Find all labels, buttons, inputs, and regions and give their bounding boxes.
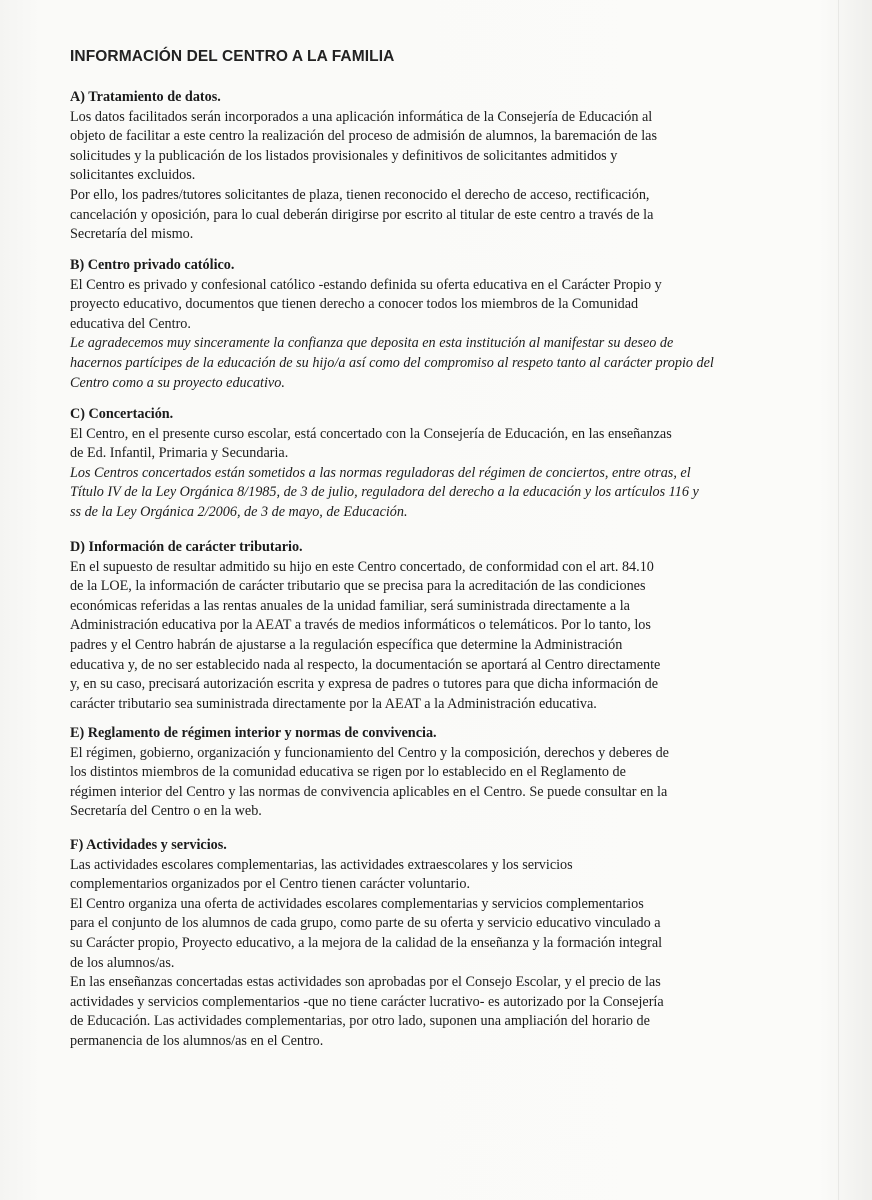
paragraph-line: económicas referidas a las rentas anuales de la unidad familiar, será suministrada directamente a la [70,597,630,614]
paragraph-line: El Centro es privado y confesional católico -estando definida su oferta educativa en el Carácter Propio y [70,276,662,293]
section-e-internal-regulations [70,724,760,822]
paragraph-line: educativa del Centro. [70,315,191,332]
section-heading: A) Tratamiento de datos. [70,89,221,105]
paragraph-line: carácter tributario sea suministrada directamente por la AEAT a la Administración educativa. [70,695,597,712]
italic-paragraph-line: Le agradecemos muy sinceramente la confianza que deposita en esta institución al manifestar su deseo de [70,335,674,352]
paragraph-line: objeto de facilitar a este centro la realización del proceso de admisión de alumnos, la baremación de las [70,128,657,145]
paragraph-line: de Ed. Infantil, Primaria y Secundaria. [70,445,289,462]
document-title: INFORMACIÓN DEL CENTRO A LA FAMILIA [70,48,395,65]
paragraph-line: complementarios organizados por el Centro tienen carácter voluntario. [70,876,470,893]
paragraph-line: de Educación. Las actividades complementarias, por otro lado, suponen una ampliación del horario de [70,1013,650,1030]
paragraph-line: de la LOE, la información de carácter tributario que se precisa para la acreditación de las condiciones [70,578,646,595]
paragraph-line: régimen interior del Centro y las normas de convivencia aplicables en el Centro. Se puede consultar en la [70,783,668,800]
section-c-agreement [70,405,760,523]
italic-paragraph-line: hacernos partícipes de la educación de su hijo/a así como del compromiso al respeto tanto al carácter propio del [70,354,714,371]
paragraph-line: En el supuesto de resultar admitido su hijo en este Centro concertado, de conformidad con el art. 84.10 [70,558,654,575]
section-heading: E) Reglamento de régimen interior y normas de convivencia. [70,725,437,741]
paragraph-line: Administración educativa por la AEAT a través de medios informáticos o telemáticos. Por lo tanto, los [70,617,651,634]
section-heading: F) Actividades y servicios. [70,837,227,853]
paragraph-line: educativa y, de no ser establecido nada al respecto, la documentación se aportará al Centro directamente [70,656,661,673]
paragraph-line: solicitantes excluidos. [70,167,196,184]
paragraph-line: cancelación y oposición, para lo cual deberán dirigirse por escrito al titular de este centro a través de la [70,206,654,223]
paragraph-line: padres y el Centro habrán de ajustarse a la regulación específica que determine la Administración [70,636,623,653]
paragraph-line: Los datos facilitados serán incorporados a una aplicación informática de la Consejería de Educación al [70,108,653,125]
paragraph-line: El régimen, gobierno, organización y funcionamiento del Centro y la composición, derechos y deberes de [70,744,669,761]
paragraph-line: Secretaría del mismo. [70,226,194,243]
paragraph-line: los distintos miembros de la comunidad educativa se rigen por lo establecido en el Reglamento de [70,764,626,781]
paragraph-line: y, en su caso, precisará autorización escrita y expresa de padres o tutores para que dicha información de [70,676,658,693]
paragraph-line: El Centro organiza una oferta de actividades escolares complementarias y servicios complementarios [70,895,644,912]
italic-paragraph-line: ss de la Ley Orgánica 2/2006, de 3 de mayo, de Educación. [70,503,408,520]
section-d-tax-information [70,538,760,714]
italic-paragraph-line: Los Centros concertados están sometidos a las normas reguladoras del régimen de conciertos, entre otras, el [70,464,691,481]
paragraph-line: Por ello, los padres/tutores solicitantes de plaza, tienen reconocido el derecho de acceso, rectificación, [70,186,650,203]
paragraph-line: En las enseñanzas concertadas estas actividades son aprobadas por el Consejo Escolar, y el precio de las [70,974,661,991]
section-heading: B) Centro privado católico. [70,257,235,273]
italic-paragraph-line: Centro como a su proyecto educativo. [70,374,285,391]
paragraph-line: solicitudes y la publicación de los listados provisionales y definitivos de solicitantes admitidos y [70,147,618,164]
section-b-catholic-private-center [70,256,760,393]
italic-paragraph-line: Título IV de la Ley Orgánica 8/1985, de 3 de julio, reguladora del derecho a la educación y los artículos 116 y [70,484,699,501]
section-f-activities-services [70,836,760,1052]
paragraph-line: El Centro, en el presente curso escolar, está concertado con la Consejería de Educación, en las enseñanzas [70,425,672,442]
paragraph-line: de los alumnos/as. [70,954,175,971]
page-fold-shadow [838,0,839,1200]
section-heading: C) Concertación. [70,406,174,422]
paragraph-line: actividades y servicios complementarios -que no tiene carácter lucrativo- es autorizado por la Consejería [70,993,664,1010]
paragraph-line: Secretaría del Centro o en la web. [70,803,262,820]
paragraph-line: proyecto educativo, documentos que tienen derecho a conocer todos los miembros de la Comunidad [70,296,639,313]
paragraph-line: permanencia de los alumnos/as en el Centro. [70,1032,324,1049]
section-heading: D) Información de carácter tributario. [70,539,303,555]
paragraph-line: para el conjunto de los alumnos de cada grupo, como parte de su oferta y servicio educativo vinculado a [70,915,661,932]
paragraph-line: Las actividades escolares complementarias, las actividades extraescolares y los servicios [70,856,573,873]
paragraph-line: su Carácter propio, Proyecto educativo, a la mejora de la calidad de la enseñanza y la formación integral [70,934,663,951]
section-a-data-processing [70,88,760,245]
